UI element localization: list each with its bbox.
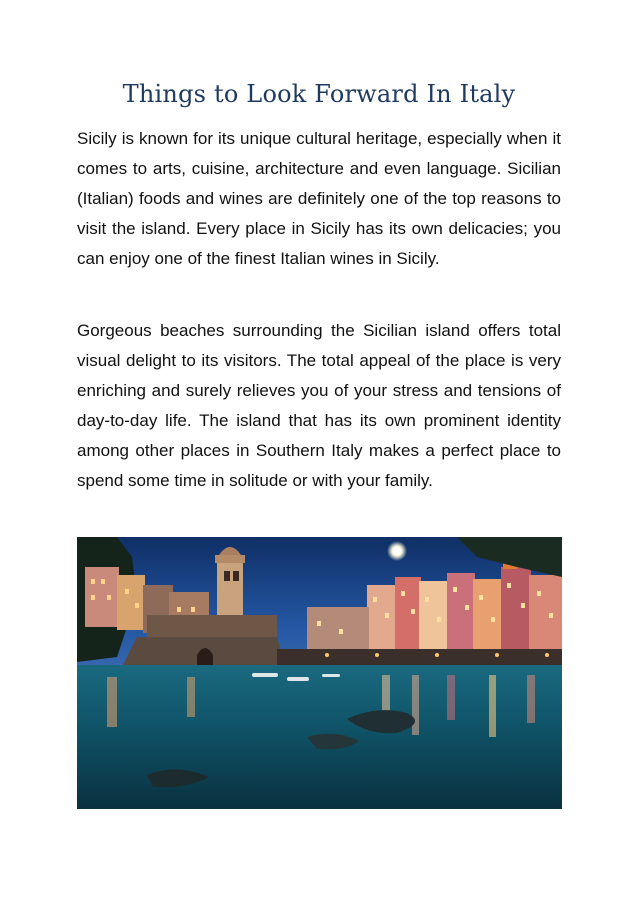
- paragraph-beaches: Gorgeous beaches surrounding the Sicilian island offers total visual delight to its visitors. The total appeal of the place is very enriching and surely relieves you of your stress and tensions of day-to-day life. The island that has its own prominent identity among other places in Southern Italy makes a perfect place to spend some time in solitude or with your family.: [77, 321, 561, 490]
- paragraph-sicily-heritage: Sicily is known for its unique cultural heritage, especially when it comes to arts, cuisine, architecture and even language. Sicilian (Italian) foods and wines are definitely one of the top reasons to visit the island. Every place in Sicily has its own delicacies; you can enjoy one of the finest Italian wines in Sicily.: [77, 129, 561, 268]
- page-title: Things to Look Forward In Italy: [122, 80, 516, 108]
- coastal-village-photo: [77, 537, 562, 809]
